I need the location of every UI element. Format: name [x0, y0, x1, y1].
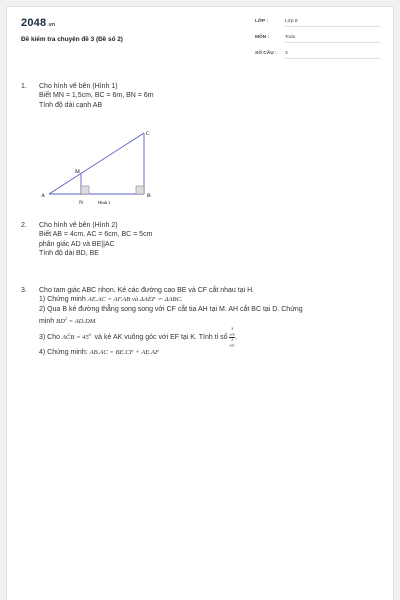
- count-value: 3: [285, 51, 381, 59]
- q3-part-2-line-2: minh $BD^2 = AD.DM$.: [39, 315, 97, 326]
- question-number: 1.: [21, 83, 27, 90]
- label-n: N: [79, 200, 83, 206]
- q1-line-3: Tính độ dài cạnh AB: [39, 101, 103, 109]
- q3-part-1-math: AE.AC = AF.AB và ΔAEF ∽ ΔABC.: [87, 296, 183, 304]
- q2-line-2: Biết AB = 4cm, AC = 6cm, BC = 5cm: [39, 231, 153, 239]
- label-c: C: [146, 131, 150, 137]
- count-label: SỐ CÂU :: [255, 51, 277, 56]
- q2-line-1: Cho hình vẽ bên (Hình 2): [39, 222, 118, 229]
- document-title: Đề kiểm tra chuyên đề 3 (Đề số 2): [21, 36, 123, 43]
- question-number: 2.: [21, 222, 27, 229]
- class-label: LỚP :: [255, 19, 269, 24]
- question-number: 3.: [21, 287, 27, 294]
- site-logo[interactable]: 2048.vn: [21, 17, 56, 29]
- subject-value: Toán: [285, 35, 381, 43]
- q2-line-4: Tính độ dài BD, BE: [39, 249, 99, 257]
- subject-label: MÔN :: [255, 35, 270, 40]
- class-value: Lớp 8: [285, 19, 381, 27]
- q3-line-1: Cho tam giác ABC nhọn. Kẻ các đường cao BE và CF cắt nhau tại H.: [39, 287, 255, 294]
- q3-part-2-line-1: 2) Qua B kẻ đường thẳng song song với CF cắt tia AH tại M. AH cắt BC tại D. Chứng: [39, 305, 303, 313]
- q3-part-4: 4) Chứng minh: AB.AC = BE.CF + AE.AF: [39, 348, 160, 356]
- figure-1-caption: Hình 1: [98, 200, 111, 205]
- figure-1-triangle: [37, 121, 167, 211]
- q3-part-3: 3) Cho AĈB = $45^0$ và kẻ AK vuông góc với EF tại K. Tính tỉ số S $_{AEK}$ S $_{ABC}$ .: [39, 327, 238, 348]
- q3-part-1: 1) Chứng minh AE.AC = AF.AB và ΔAEF ∽ ΔABC.: [39, 296, 183, 304]
- label-m: M: [75, 169, 80, 175]
- q2-line-3: phân giác AD và BE||AC: [39, 240, 115, 248]
- q1-line-2: Biết MN = 1,5cm, BC = 6m, BN = 6m: [39, 92, 154, 100]
- q1-line-1: Cho hình vẽ bên (Hình 1): [39, 83, 118, 90]
- document-page: [6, 6, 394, 600]
- label-a: A: [41, 193, 45, 199]
- ratio-fraction: S $_{AEK}$ S $_{ABC}$: [229, 327, 236, 348]
- label-b: B: [147, 193, 151, 199]
